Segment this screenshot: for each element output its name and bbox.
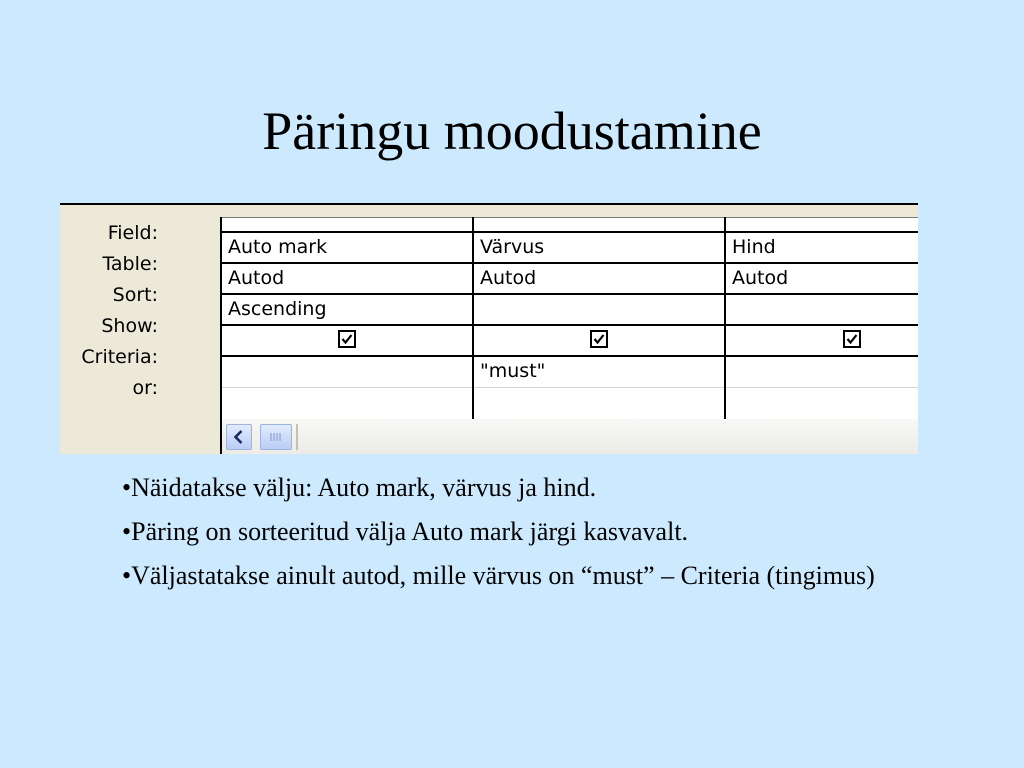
row-label-criteria: Criteria: <box>81 346 158 368</box>
checkmark-icon <box>593 333 605 345</box>
or-cell[interactable] <box>222 388 472 419</box>
row-label-show: Show: <box>101 315 158 337</box>
bullet-list <box>122 472 882 604</box>
criteria-cell[interactable] <box>222 357 472 388</box>
grip-icon <box>261 425 291 449</box>
table-cell[interactable]: Autod <box>474 264 724 295</box>
checkmark-icon <box>846 333 858 345</box>
slide-title: Päringu moodustamine <box>262 101 762 161</box>
show-cell <box>222 326 472 357</box>
scroll-track-divider <box>296 424 298 450</box>
column-selector[interactable] <box>474 217 724 233</box>
row-label-sort: Sort: <box>112 284 158 306</box>
query-design-grid <box>60 203 918 454</box>
show-cell <box>726 326 918 357</box>
criteria-cell[interactable]: "must" <box>474 357 724 388</box>
grid-column-2 <box>474 217 726 419</box>
row-label-field: Field: <box>107 222 158 244</box>
criteria-cell[interactable] <box>726 357 918 388</box>
horizontal-scrollbar[interactable] <box>220 419 918 454</box>
chevron-left-icon <box>227 425 251 449</box>
bullet-item: •Näidatakse välju: Auto mark, värvus ja hind. <box>122 473 597 502</box>
or-cell[interactable] <box>474 388 724 419</box>
column-selector[interactable] <box>222 217 472 233</box>
scroll-left-button[interactable] <box>226 424 252 450</box>
grid-column-1 <box>222 217 474 419</box>
grid-columns <box>220 217 918 419</box>
field-cell[interactable]: Hind <box>726 233 918 264</box>
column-selector[interactable] <box>726 217 918 233</box>
field-cell[interactable]: Auto mark <box>222 233 472 264</box>
row-label-or: or: <box>132 377 158 399</box>
table-cell[interactable]: Autod <box>726 264 918 295</box>
row-label-table: Table: <box>102 253 158 275</box>
field-cell[interactable]: Värvus <box>474 233 724 264</box>
show-checkbox[interactable] <box>843 330 861 348</box>
bullet-item: •Päring on sorteeritud välja Auto mark järgi kasvavalt. <box>122 517 689 546</box>
show-cell <box>474 326 724 357</box>
sort-cell[interactable]: Ascending <box>222 295 472 326</box>
checkmark-icon <box>341 333 353 345</box>
or-cell[interactable] <box>726 388 918 419</box>
grid-column-3 <box>726 217 918 419</box>
sort-cell[interactable] <box>726 295 918 326</box>
show-checkbox[interactable] <box>338 330 356 348</box>
bullet-item: •Väljastatakse ainult autod, mille värvus on “must” – Criteria (tingimus) <box>122 561 875 590</box>
show-checkbox[interactable] <box>590 330 608 348</box>
table-cell[interactable]: Autod <box>222 264 472 295</box>
scroll-thumb[interactable] <box>260 424 292 450</box>
sort-cell[interactable] <box>474 295 724 326</box>
row-labels <box>60 218 160 404</box>
